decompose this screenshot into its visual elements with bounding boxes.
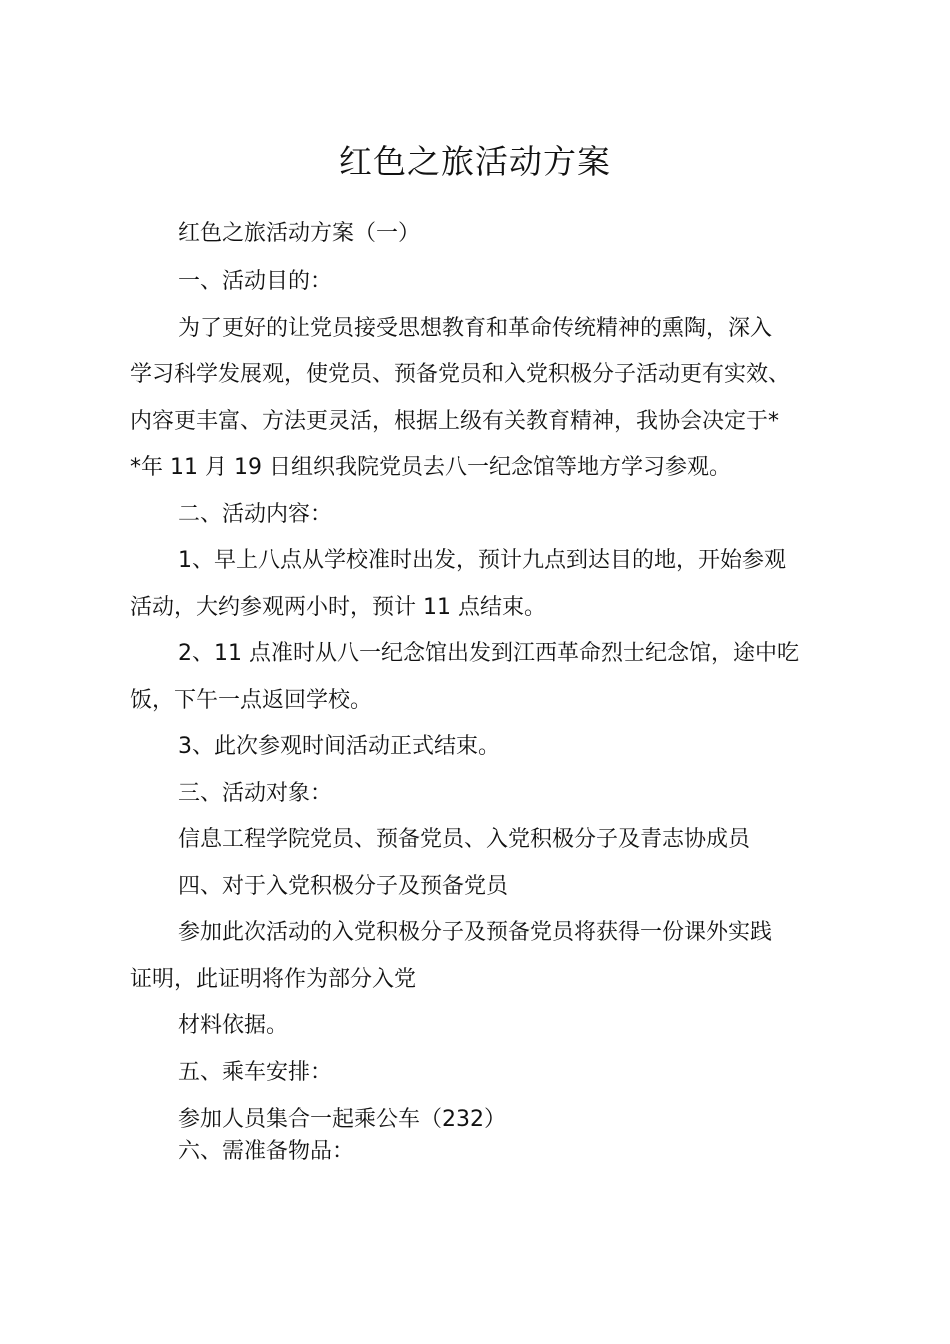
paragraph-line: *年 11 月 19 日组织我院党员去八一纪念馆等地方学习参观。 xyxy=(130,455,731,480)
paragraph-line: 材料依据。 xyxy=(178,1013,289,1038)
paragraph-line: 内容更丰富、方法更灵活，根据上级有关教育精神，我协会决定于* xyxy=(130,409,780,434)
paragraph-line: 饭，下午一点返回学校。 xyxy=(130,688,373,713)
paragraph-line: 为了更好的让党员接受思想教育和革命传统精神的熏陶，深入 xyxy=(178,316,773,341)
paragraph-line: 1、早上八点从学校准时出发，预计九点到达目的地，开始参观 xyxy=(178,548,786,573)
paragraph-line: 参加人员集合一起乘公车（232） xyxy=(178,1107,506,1132)
section-heading-activists: 四、对于入党积极分子及预备党员 xyxy=(178,874,509,899)
paragraph-line: 2、11 点准时从八一纪念馆出发到江西革命烈士纪念馆，途中吃 xyxy=(178,641,799,666)
section-heading-content: 二、活动内容： xyxy=(178,502,333,527)
paragraph-line: 信息工程学院党员、预备党员、入党积极分子及青志协成员 xyxy=(178,827,751,852)
paragraph-line: 3、此次参观时间活动正式结束。 xyxy=(178,734,500,759)
subtitle-line: 红色之旅活动方案（一） xyxy=(178,221,421,246)
paragraph-line: 参加此次活动的入党积极分子及预备党员将获得一份课外实践 xyxy=(178,920,773,945)
section-heading-purpose: 一、活动目的： xyxy=(178,269,333,294)
paragraph-line: 学习科学发展观，使党员、预备党员和入党积极分子活动更有实效、 xyxy=(130,362,791,387)
paragraph-line: 活动，大约参观两小时，预计 11 点结束。 xyxy=(130,595,546,620)
section-heading-supplies: 六、需准备物品： xyxy=(178,1139,355,1164)
paragraph-line: 证明，此证明将作为部分入党 xyxy=(130,967,417,992)
section-heading-audience: 三、活动对象： xyxy=(178,781,333,806)
document-title: 红色之旅活动方案 xyxy=(339,142,611,181)
section-heading-transport: 五、乘车安排： xyxy=(178,1060,333,1085)
